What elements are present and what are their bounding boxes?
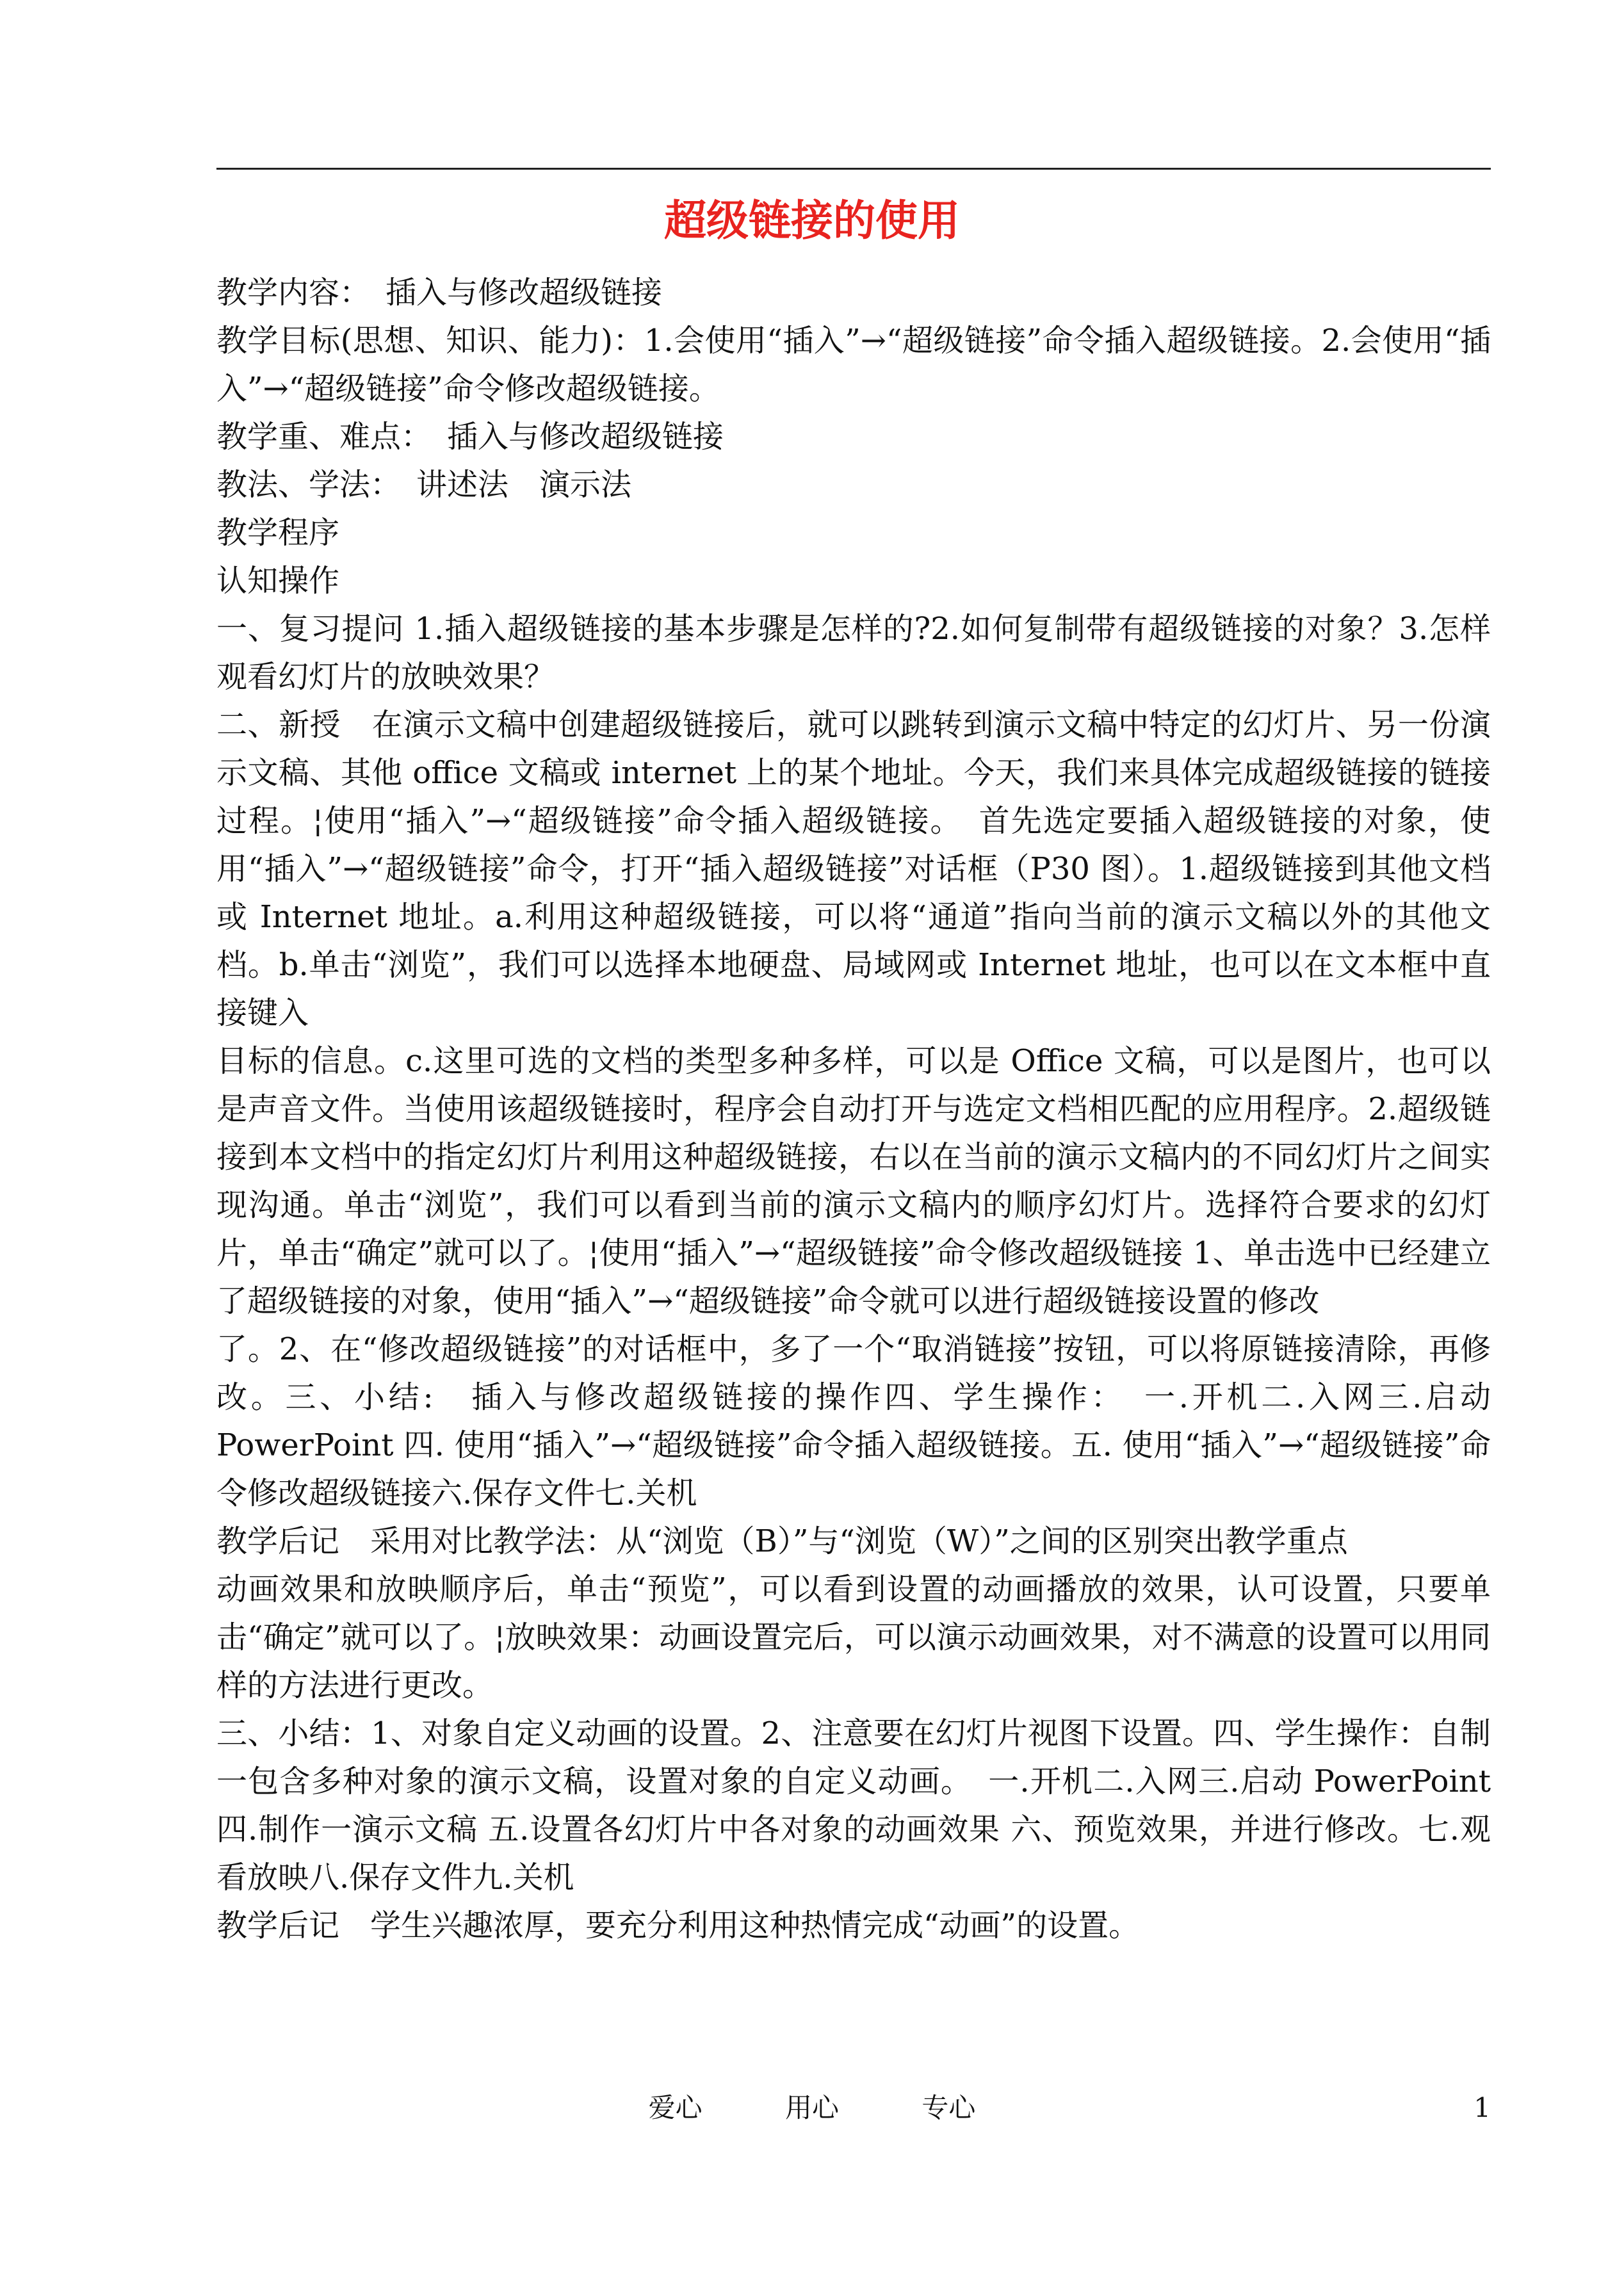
- paragraph-animation-effects: 动画效果和放映顺序后，单击“预览”，可以看到设置的动画播放的效果，认可设置，只要单击“确定”就可以了。¦放映效果：动画设置完后，可以演示动画效果，对不满意的设置可以用同样的方法进行更改。: [216, 1571, 1491, 1703]
- paragraph-teaching-notes-2: 教学后记 学生兴趣浓厚，要充分利用这种热情完成“动画”的设置。: [216, 1908, 1140, 1943]
- footer-item-love: 爱心: [648, 2092, 702, 2123]
- paragraph-teaching-content: 教学内容： 插入与修改超级链接: [216, 275, 663, 311]
- paragraph-teaching-methods: 教法、学法： 讲述法 演示法: [216, 467, 632, 503]
- paragraph-teaching-notes-1: 教学后记 采用对比教学法：从“浏览（B）”与“浏览（W）”之间的区别突出教学重点: [216, 1523, 1348, 1559]
- footer-item-care: 用心: [784, 2092, 839, 2123]
- paragraph-modify-link: 了。2、在“修改超级链接”的对话框中，多了一个“取消链接”按钮，可以将原链接清除，再修改。三、小结: 插入与修改超级链接的操作四、学生操作： 一.开机二.入网三.启动 PowerPoint 四. 使用“插入”→“超级链接”命令插入超级链接。五. 使用“插入”→“超级链接”命令修改超级链接六.保存文件七.关机: [216, 1331, 1491, 1511]
- header-rule: [216, 168, 1491, 170]
- paragraph-new-lesson: 二、新授 在演示文稿中创建超级链接后，就可以跳转到演示文稿中特定的幻灯片、另一份演示文稿、其他 office 文稿或 internet 上的某个地址。今天，我们来具体完成超级链接的链接过程。¦使用“插入”→“超级链接”命令插入超级链接。 首先选定要插入超级链接的对象，使用“插入”→“超级链接”命令，打开“插入超级链接”对话框（P30 图）。1.超级链接到其他文档或 Internet 地址。a.利用这种超级链接，可以将“通道”指向当前的演示文稿以外的其他文档。b.单击“浏览”，我们可以选择本地硬盘、局域网或 Internet 地址，也可以在文本框中直接键入: [216, 707, 1491, 1031]
- paragraph-teaching-goals: 教学目标(思想、知识、能力)：1.会使用“插入”→“超级链接”命令插入超级链接。2.会使用“插入”→“超级链接”命令修改超级链接。: [216, 323, 1491, 407]
- footer-motto: [0, 2089, 1624, 2127]
- paragraph-key-points: 教学重、难点： 插入与修改超级链接: [216, 419, 724, 455]
- paragraph-review-questions: 一、复习提问 1.插入超级链接的基本步骤是怎样的?2.如何复制带有超级链接的对象？3.怎样观看幻灯片的放映效果？: [216, 611, 1491, 695]
- document-body: [216, 269, 1491, 1950]
- footer-item-focus: 专心: [922, 2092, 976, 2123]
- page-number: 1: [1474, 2092, 1491, 2123]
- paragraph-target-info: 目标的信息。c.这里可选的文档的类型多种多样，可以是 Office 文稿，可以是图片，也可以是声音文件。当使用该超级链接时，程序会自动打开与选定文档相匹配的应用程序。2.超级链接到本文档中的指定幻灯片利用这种超级链接，右以在当前的演示文稿内的不同幻灯片之间实现沟通。单击“浏览”，我们可以看到当前的演示文稿内的顺序幻灯片。选择符合要求的幻灯片，单击“确定”就可以了。¦使用“插入”→“超级链接”命令修改超级链接 1、单击选中已经建立了超级链接的对象，使用“插入”→“超级链接”命令就可以进行超级链接设置的修改: [216, 1043, 1491, 1319]
- document-title: 超级链接的使用: [664, 196, 960, 245]
- paragraph-cognitive-operation: 认知操作: [216, 563, 340, 599]
- paragraph-teaching-procedure: 教学程序: [216, 515, 340, 551]
- paragraph-summary-2: 三、小结：1、对象自定义动画的设置。2、注意要在幻灯片视图下设置。四、学生操作：自制一包含多种对象的演示文稿，设置对象的自定义动画。 一.开机二.入网三.启动 PowerPoint 四.制作一演示文稿 五.设置各幻灯片中各对象的动画效果 六、预览效果，并进行修改。七.观看放映八.保存文件九.关机: [216, 1715, 1491, 1895]
